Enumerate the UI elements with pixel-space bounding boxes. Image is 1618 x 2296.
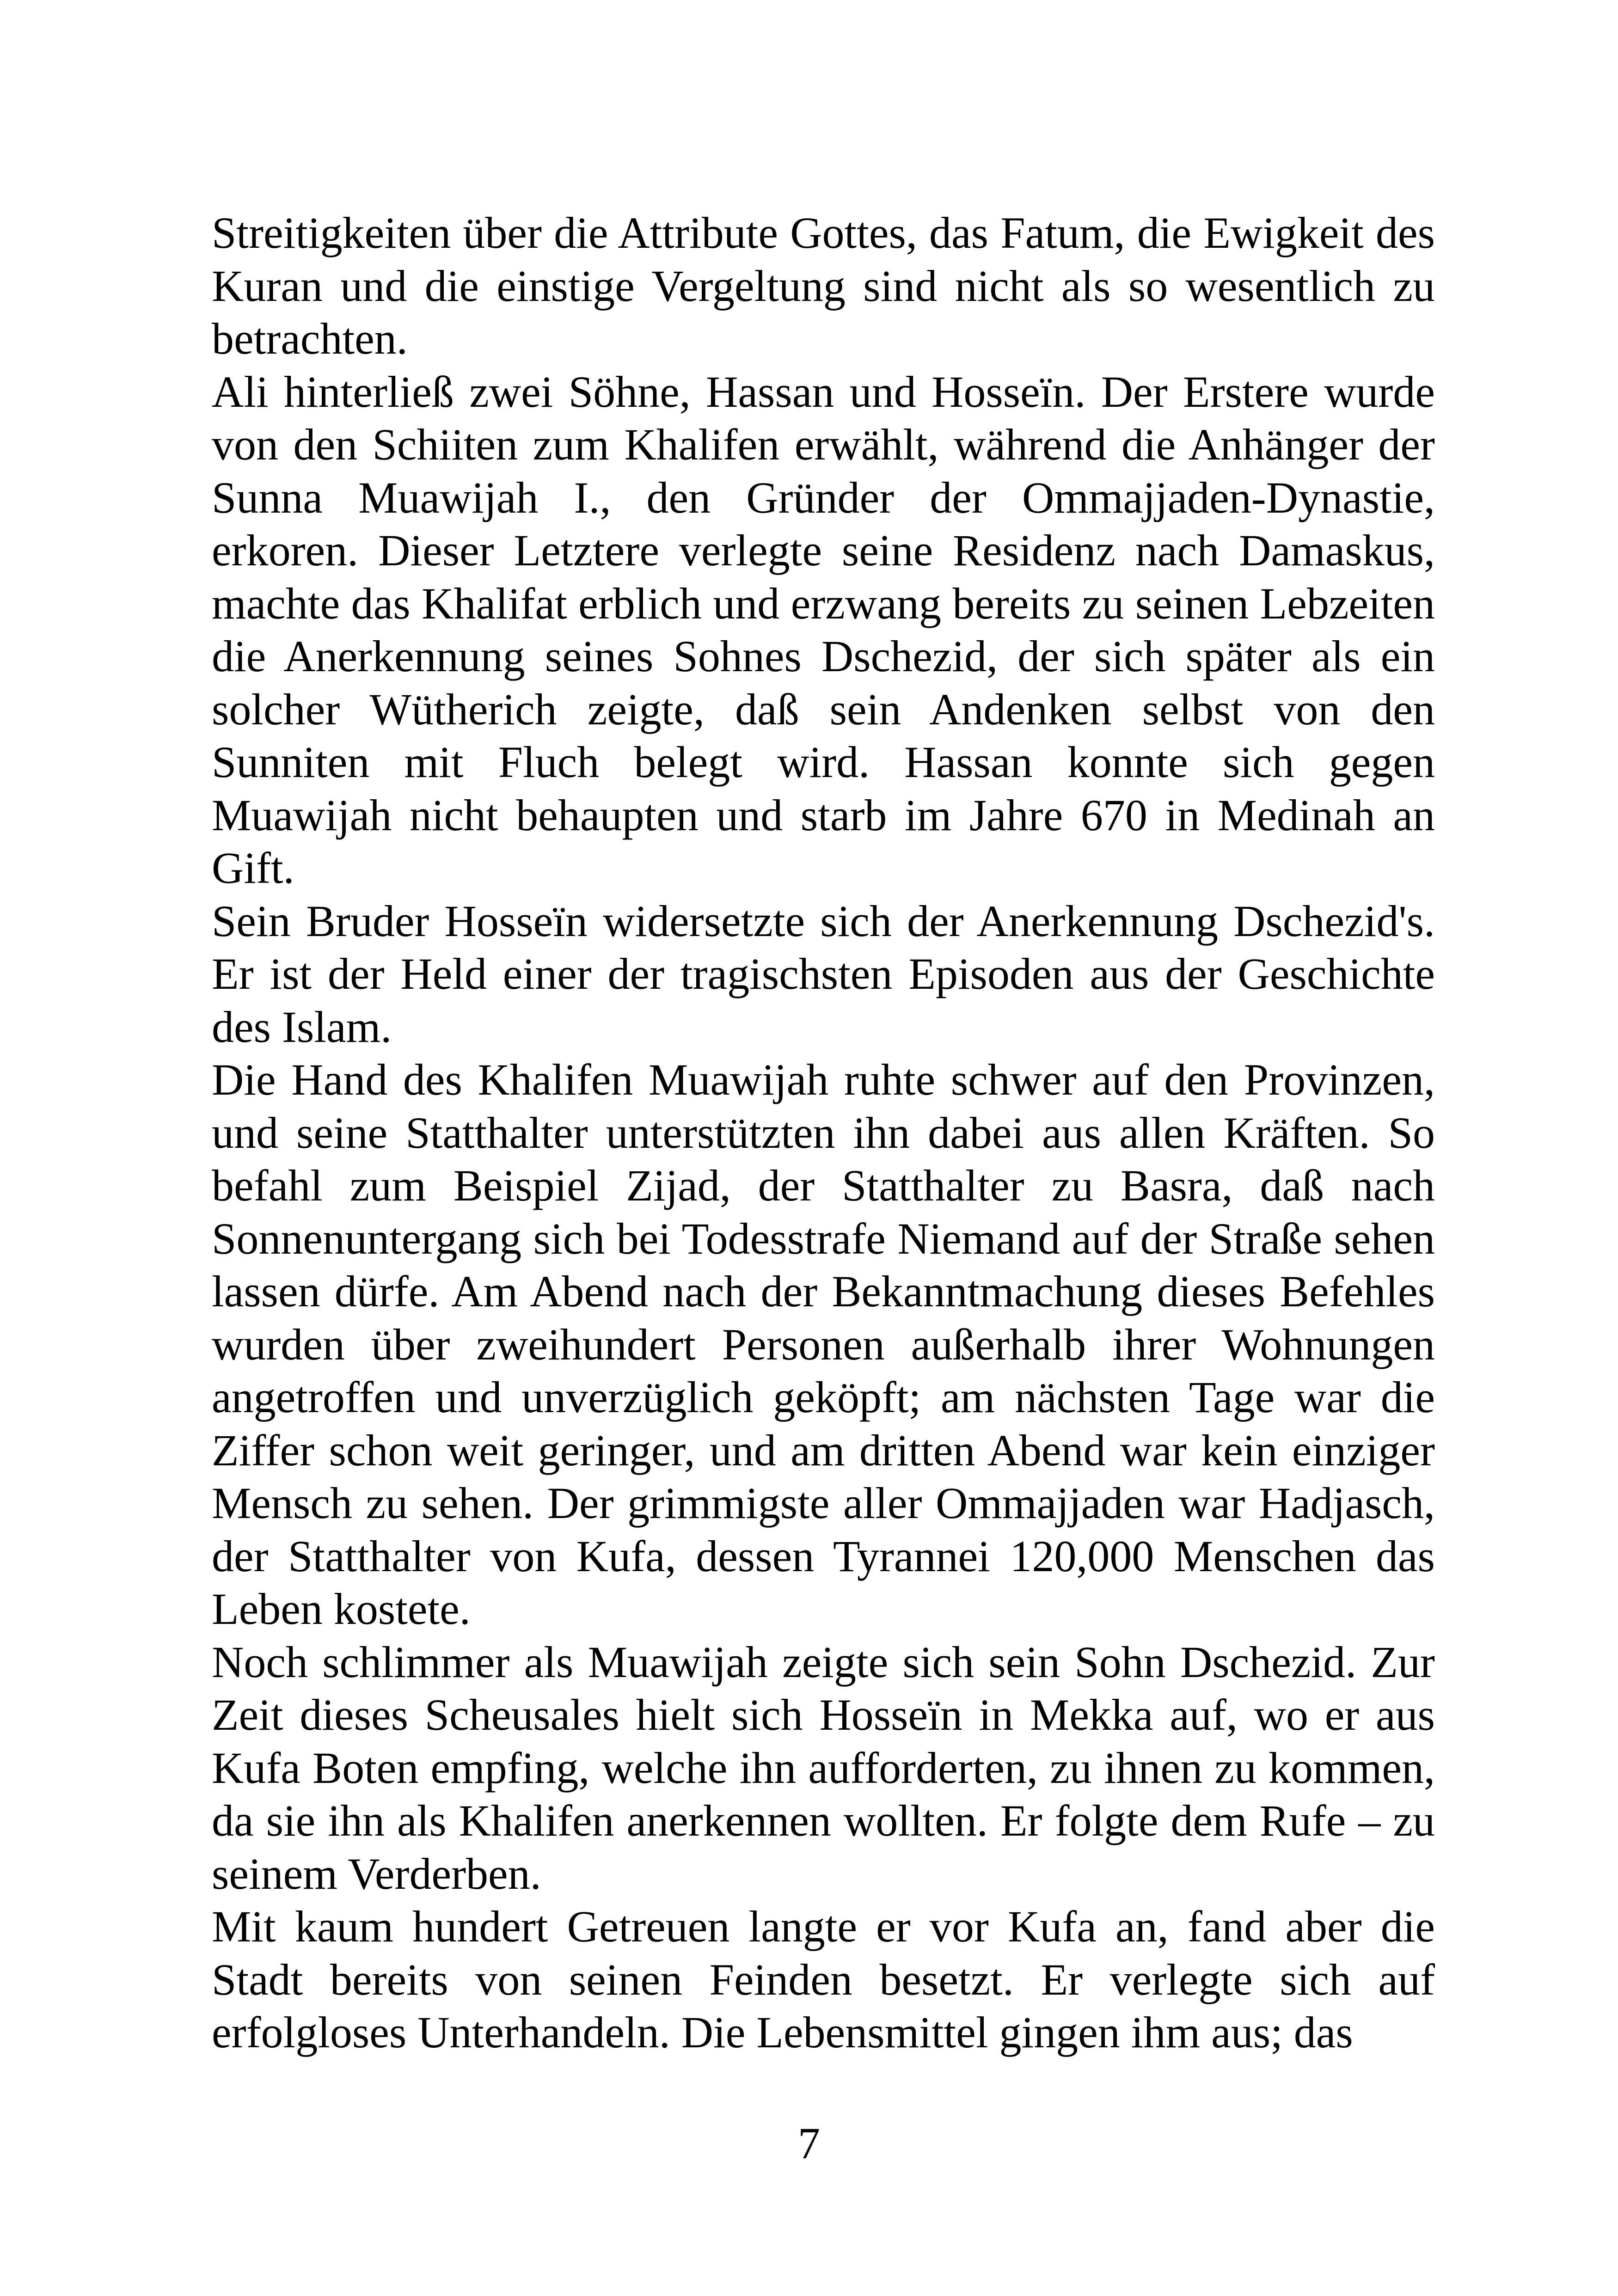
paragraph-2: Ali hinterließ zwei Söhne, Hassan und Hosseïn. Der Erstere wurde von den Schiiten zum Khalifen erwählt, während die Anhänger der Sunna Muawijah I., den Gründer der Ommajjaden-Dynastie, erkoren. Dieser Letztere verlegte seine Residenz nach Damaskus, machte das Khalifat erblich und erzwang bereits zu seinen Lebzeiten die Anerkennung seines Sohnes Dschezid, der sich später als ein solcher Wütherich zeigte, daß sein Andenken selbst von den Sunniten mit Fluch belegt wird. Hassan konnte sich gegen Muawijah nicht behaupten und starb im Jahre 670 in Medinah an Gift. <box>212 367 1435 893</box>
paragraph-3: Sein Bruder Hosseïn widersetzte sich der Anerkennung Dschezid's. Er ist der Held einer der tragischsten Episoden aus der Geschichte des Islam. <box>212 896 1435 1052</box>
body-text <box>212 207 1435 2059</box>
paragraph-5: Noch schlimmer als Muawijah zeigte sich sein Sohn Dschezid. Zur Zeit dieses Scheusales hielt sich Hosseïn in Mekka auf, wo er aus Kufa Boten empfing, welche ihn aufforderten, zu ihnen zu kommen, da sie ihn als Khalifen anerkennen wollten. Er folgte dem Rufe – zu seinem Verderben. <box>212 1637 1435 1898</box>
paragraph-1: Streitigkeiten über die Attribute Gottes, das Fatum, die Ewigkeit des Kuran und die einstige Vergeltung sind nicht als so wesentlich zu betrachten. <box>212 208 1435 363</box>
paragraph-4: Die Hand des Khalifen Muawijah ruhte schwer auf den Provinzen, und seine Statthalter unterstützten ihn dabei aus allen Kräften. So befahl zum Beispiel Zijad, der Statthalter zu Basra, daß nach Sonnenuntergang sich bei Todesstrafe Niemand auf der Straße sehen lassen dürfe. Am Abend nach der Bekanntmachung dieses Befehles wurden über zweihundert Personen außerhalb ihrer Wohnungen angetroffen und unverzüglich geköpft; am nächsten Tage war die Ziffer schon weit geringer, und am dritten Abend war kein einziger Mensch zu sehen. Der grimmigste aller Ommajjaden war Hadjasch, der Statthalter von Kufa, dessen Tyrannei 120,000 Menschen das Leben kostete. <box>212 1055 1435 1634</box>
paragraph-6: Mit kaum hundert Getreuen langte er vor Kufa an, fand aber die Stadt bereits von seinen Feinden besetzt. Er verlegte sich auf erfolgloses Unterhandeln. Die Lebensmittel gingen ihm aus; das <box>212 1902 1435 2057</box>
page-number: 7 <box>798 2118 820 2168</box>
